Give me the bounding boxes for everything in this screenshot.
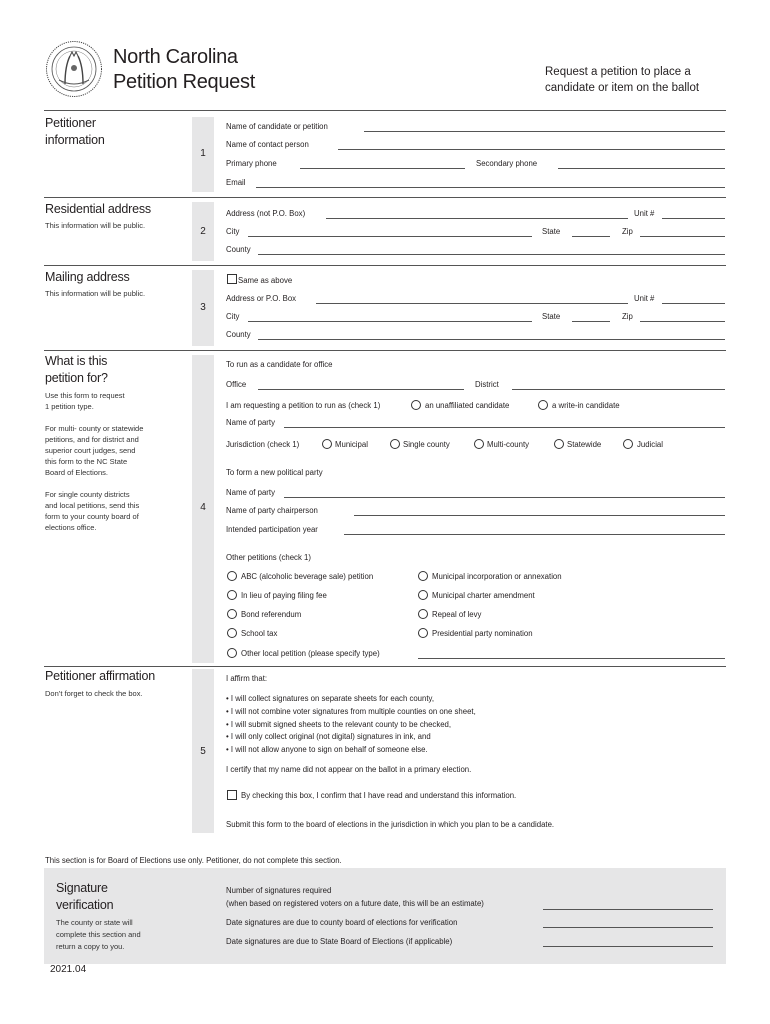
other-local-label: Other local petition (please specify type): [241, 649, 380, 658]
city-field[interactable]: [248, 236, 532, 237]
office-field[interactable]: [258, 389, 464, 390]
mailing-county-label: County: [226, 330, 251, 339]
judicial-radio[interactable]: [623, 439, 633, 449]
chairperson-field[interactable]: [354, 515, 725, 516]
municipal-incorporation-label: Municipal incorporation or annexation: [432, 572, 562, 581]
new-party-name-label: Name of party: [226, 488, 275, 497]
district-field[interactable]: [512, 389, 725, 390]
municipal-label: Municipal: [335, 440, 368, 449]
mailing-city-field[interactable]: [248, 321, 532, 322]
city-label: City: [226, 227, 240, 236]
other-local-field[interactable]: [418, 658, 725, 659]
address-label: Address (not P.O. Box): [226, 209, 306, 218]
affirmation-item: • I will only collect original (not digital) signatures in ink, and: [226, 732, 431, 742]
candidate-heading: To run as a candidate for office: [226, 360, 333, 369]
email-label: Email: [226, 178, 246, 187]
section-divider: [44, 197, 726, 198]
district-label: District: [475, 380, 499, 389]
address-field[interactable]: [326, 218, 628, 219]
subtitle-line-2: candidate or item on the ballot: [545, 82, 700, 94]
municipal-incorporation-radio[interactable]: [418, 571, 428, 581]
section-2-number: 2: [200, 226, 206, 237]
primary-phone-field[interactable]: [300, 168, 465, 169]
section-divider: [44, 110, 726, 111]
confirm-label: By checking this box, I confirm that I have read and understand this information.: [241, 791, 517, 800]
state-due-date-label: Date signatures are due to State Board of Elections (if applicable): [226, 937, 453, 946]
state-due-date-field[interactable]: [543, 946, 713, 947]
section-3-title: Mailing address: [45, 270, 130, 284]
form-version: 2021.04: [50, 964, 87, 975]
office-use-notice: This section is for Board of Elections use only. Petitioner, do not complete this section.: [45, 856, 342, 865]
repeal-of-levy-label: Repeal of levy: [432, 610, 482, 619]
name-label: Name of candidate or petition: [226, 122, 328, 131]
abc-radio[interactable]: [227, 571, 237, 581]
new-party-name-field[interactable]: [284, 497, 725, 498]
affirmation-list: [226, 693, 476, 757]
filing-fee-label: In lieu of paying filing fee: [241, 591, 327, 600]
confirm-checkbox[interactable]: [227, 790, 237, 800]
section-4-title: What is this: [45, 354, 108, 368]
mailing-zip-label: Zip: [622, 312, 633, 321]
county-field[interactable]: [258, 254, 725, 255]
presidential-nomination-label: Presidential party nomination: [432, 629, 533, 638]
verification-title: Signature: [56, 881, 108, 895]
state-label: State: [542, 227, 561, 236]
mailing-city-label: City: [226, 312, 240, 321]
unit-label: Unit #: [634, 209, 655, 218]
charter-amendment-radio[interactable]: [418, 590, 428, 600]
participation-year-field[interactable]: [344, 534, 725, 535]
contact-field[interactable]: [338, 149, 725, 150]
charter-amendment-label: Municipal charter amendment: [432, 591, 535, 600]
statewide-label: Statewide: [567, 440, 602, 449]
section-3-number: 3: [200, 302, 206, 313]
affirmation-item: • I will collect signatures on separate sheets for each county,: [226, 694, 435, 703]
judicial-label: Judicial: [637, 440, 664, 449]
section-4-title-2: petition for?: [45, 371, 108, 385]
section-4-notes: Use this form to request 1 petition type. For multi- county or statewide petitions, and for district and superior court judges, send this form to the NC State Board of Elections. For single county districts and local petitions, send this form to your county board of elections office.: [45, 391, 144, 532]
signatures-required-field[interactable]: [543, 909, 713, 910]
single-county-label: Single county: [403, 440, 450, 449]
subtitle-line-1: Request a petition to place a: [545, 66, 691, 78]
section-1-number: 1: [200, 148, 206, 159]
verification-note: complete this section and: [56, 930, 141, 939]
verification-title-2: verification: [56, 898, 114, 912]
multi-county-label: Multi-county: [487, 440, 530, 449]
party-label: Name of party: [226, 418, 275, 427]
new-party-heading: To form a new political party: [226, 468, 323, 477]
participation-year-label: Intended participation year: [226, 525, 318, 534]
section-2-note: This information will be public.: [45, 221, 146, 230]
mailing-county-field[interactable]: [258, 339, 725, 340]
same-as-above-checkbox[interactable]: [227, 274, 237, 284]
other-local-radio[interactable]: [227, 648, 237, 658]
zip-field[interactable]: [640, 236, 725, 237]
jurisdiction-label: Jurisdiction (check 1): [226, 440, 300, 449]
mailing-state-label: State: [542, 312, 561, 321]
county-label: County: [226, 245, 251, 254]
affirmation-item: • I will not allow anyone to sign on behalf of someone else.: [226, 745, 428, 755]
section-4-number: 4: [200, 502, 206, 513]
verification-note: The county or state will: [56, 918, 133, 927]
nc-state-seal: [45, 40, 103, 98]
signatures-required-label: Number of signatures required: [226, 886, 332, 895]
school-tax-label: School tax: [241, 629, 278, 638]
section-divider: [44, 666, 726, 667]
write-in-label: a write-in candidate: [552, 401, 620, 410]
municipal-radio[interactable]: [322, 439, 332, 449]
zip-label: Zip: [622, 227, 633, 236]
primary-phone-label: Primary phone: [226, 159, 277, 168]
other-petitions-heading: Other petitions (check 1): [226, 553, 311, 562]
name-field[interactable]: [364, 131, 725, 132]
mailing-unit-field[interactable]: [662, 303, 725, 304]
signatures-required-note: (when based on registered voters on a future date, this will be an estimate): [226, 899, 484, 908]
mailing-address-label: Address or P.O. Box: [226, 294, 297, 303]
mailing-state-field[interactable]: [572, 321, 610, 322]
affirm-heading: I affirm that:: [226, 674, 268, 683]
bond-referendum-radio[interactable]: [227, 609, 237, 619]
county-due-date-field[interactable]: [543, 927, 713, 928]
signature-verification-box: [44, 868, 726, 964]
section-2-title: Residential address: [45, 202, 151, 216]
mailing-zip-field[interactable]: [640, 321, 725, 322]
repeal-of-levy-radio[interactable]: [418, 609, 428, 619]
unaffiliated-label: an unaffiliated candidate: [425, 401, 510, 410]
requesting-label: I am requesting a petition to run as (check 1): [226, 401, 381, 410]
certify-text: I certify that my name did not appear on the ballot in a primary election.: [226, 765, 472, 774]
mailing-address-field[interactable]: [316, 303, 628, 304]
section-1-title-2: information: [45, 133, 105, 147]
bond-referendum-label: Bond referendum: [241, 610, 302, 619]
presidential-nomination-radio[interactable]: [418, 628, 428, 638]
state-field[interactable]: [572, 236, 610, 237]
section-divider: [44, 265, 726, 266]
submit-instructions: Submit this form to the board of elections in the jurisdiction in which you plan to be a candidate.: [226, 820, 555, 829]
office-label: Office: [226, 380, 247, 389]
verification-note: return a copy to you.: [56, 942, 125, 951]
secondary-phone-field[interactable]: [558, 168, 725, 169]
affirmation-item: • I will submit signed sheets to the relevant county to be checked,: [226, 719, 452, 729]
contact-label: Name of contact person: [226, 140, 309, 149]
unaffiliated-radio[interactable]: [411, 400, 421, 410]
title-line-1: North Carolina: [113, 46, 238, 68]
section-3-note: This information will be public.: [45, 289, 146, 298]
secondary-phone-label: Secondary phone: [476, 159, 538, 168]
email-field[interactable]: [256, 187, 725, 188]
write-in-radio[interactable]: [538, 400, 548, 410]
party-field[interactable]: [284, 427, 725, 428]
chairperson-label: Name of party chairperson: [226, 506, 318, 515]
section-divider: [44, 350, 726, 351]
unit-field[interactable]: [662, 218, 725, 219]
single-county-radio[interactable]: [390, 439, 400, 449]
title-line-2: Petition Request: [113, 71, 255, 93]
section-5-number: 5: [200, 746, 206, 757]
section-1-title: Petitioner: [45, 116, 96, 130]
mailing-unit-label: Unit #: [634, 294, 655, 303]
filing-fee-radio[interactable]: [227, 590, 237, 600]
section-5-title: Petitioner affirmation: [45, 669, 156, 683]
affirmation-item: • I will not combine voter signatures from multiple counties on one sheet,: [226, 706, 476, 716]
county-due-date-label: Date signatures are due to county board of elections for verification: [226, 918, 458, 927]
statewide-radio[interactable]: [554, 439, 564, 449]
abc-label: ABC (alcoholic beverage sale) petition: [241, 572, 374, 581]
section-5-note: Don’t forget to check the box.: [45, 689, 143, 698]
school-tax-radio[interactable]: [227, 628, 237, 638]
same-as-above-label: Same as above: [238, 276, 293, 285]
multi-county-radio[interactable]: [474, 439, 484, 449]
